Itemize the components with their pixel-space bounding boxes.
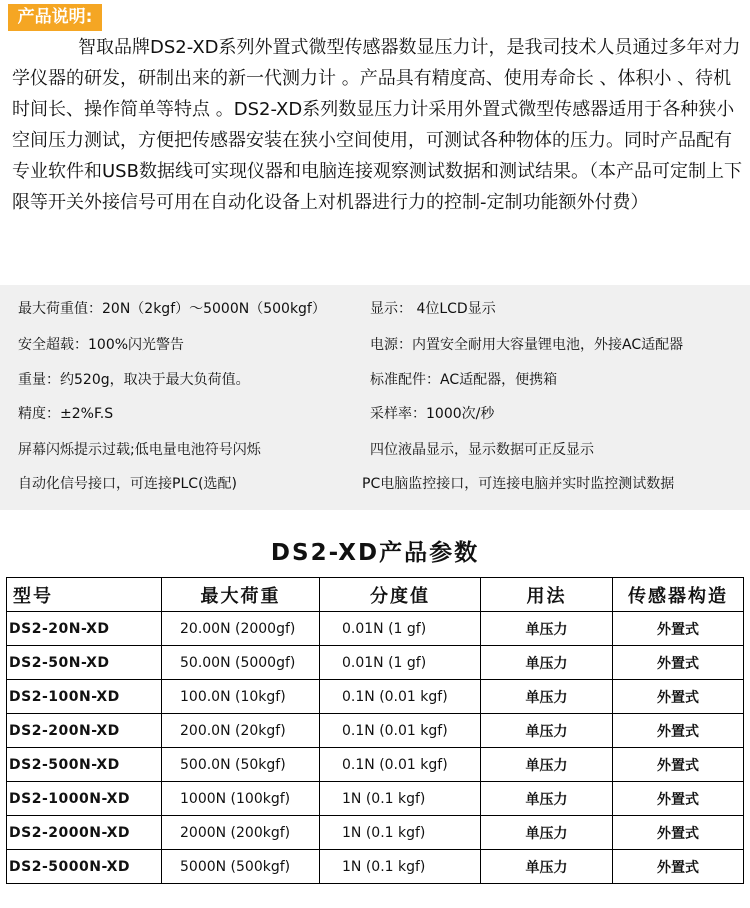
spec-pc-interface: PC电脑监控接口，可连接电脑并实时监控测试数据 [362, 476, 675, 492]
cell-sensor-type: 外置式 [613, 646, 744, 680]
cell-sensor-type: 外置式 [613, 850, 744, 884]
cell-resolution: 0.01N (1 gf) [320, 612, 481, 646]
cell-usage: 单压力 [481, 782, 613, 816]
cell-resolution: 1N (0.1 kgf) [320, 782, 481, 816]
cell-max-load: 5000N (500kgf) [162, 850, 320, 884]
cell-resolution: 0.1N (0.01 kgf) [320, 680, 481, 714]
cell-sensor-type: 外置式 [613, 680, 744, 714]
cell-model: DS2-2000N-XD [7, 816, 162, 850]
spec-panel [0, 285, 750, 510]
cell-usage: 单压力 [481, 612, 613, 646]
spec-accessories: 标准配件：AC适配器，便携箱 [370, 372, 558, 388]
spec-weight: 重量：约520g，取决于最大负荷值。 [18, 372, 250, 388]
cell-max-load: 1000N (100kgf) [162, 782, 320, 816]
header-sensor-type: 传感器构造 [613, 578, 744, 612]
table-row [7, 646, 744, 680]
cell-resolution: 0.1N (0.01 kgf) [320, 748, 481, 782]
cell-resolution: 0.01N (1 gf) [320, 646, 481, 680]
cell-usage: 单压力 [481, 680, 613, 714]
header-max-load: 最大荷重 [162, 578, 320, 612]
cell-model: DS2-50N-XD [7, 646, 162, 680]
cell-model: DS2-1000N-XD [7, 782, 162, 816]
cell-sensor-type: 外置式 [613, 714, 744, 748]
cell-usage: 单压力 [481, 748, 613, 782]
spec-power: 电源：内置安全耐用大容量锂电池，外接AC适配器 [370, 337, 684, 353]
spec-sampling-rate: 采样率：1000次/秒 [370, 406, 495, 422]
cell-sensor-type: 外置式 [613, 612, 744, 646]
table-row [7, 612, 744, 646]
cell-model: DS2-20N-XD [7, 612, 162, 646]
cell-max-load: 50.00N (5000gf) [162, 646, 320, 680]
cell-model: DS2-100N-XD [7, 680, 162, 714]
header-usage: 用法 [481, 578, 613, 612]
spec-display: 显示： 4位LCD显示 [370, 301, 496, 317]
cell-sensor-type: 外置式 [613, 782, 744, 816]
cell-max-load: 100.0N (10kgf) [162, 680, 320, 714]
spec-overload: 安全超载：100%闪光警告 [18, 337, 185, 353]
cell-max-load: 200.0N (20kgf) [162, 714, 320, 748]
cell-sensor-type: 外置式 [613, 816, 744, 850]
cell-resolution: 1N (0.1 kgf) [320, 850, 481, 884]
cell-resolution: 1N (0.1 kgf) [320, 816, 481, 850]
params-title: DS2-XD产品参数 [270, 540, 480, 566]
header-resolution: 分度值 [320, 578, 481, 612]
cell-usage: 单压力 [481, 714, 613, 748]
table-row [7, 680, 744, 714]
cell-sensor-type: 外置式 [613, 748, 744, 782]
table-header-row [7, 578, 744, 612]
cell-model: DS2-200N-XD [7, 714, 162, 748]
cell-usage: 单压力 [481, 850, 613, 884]
spec-automation-interface: 自动化信号接口，可连接PLC(选配) [18, 476, 237, 492]
table-row [7, 714, 744, 748]
spec-lcd: 四位液晶显示，显示数据可正反显示 [370, 442, 594, 458]
spec-accuracy: 精度：±2%F.S [18, 406, 114, 422]
spec-max-load: 最大荷重值：20N（2kgf）～5000N（500kgf） [18, 301, 326, 317]
cell-model: DS2-5000N-XD [7, 850, 162, 884]
params-table [6, 577, 744, 884]
cell-resolution: 0.1N (0.01 kgf) [320, 714, 481, 748]
cell-usage: 单压力 [481, 646, 613, 680]
cell-max-load: 2000N (200kgf) [162, 816, 320, 850]
cell-model: DS2-500N-XD [7, 748, 162, 782]
table-row [7, 816, 744, 850]
cell-max-load: 500.0N (50kgf) [162, 748, 320, 782]
header-model: 型号 [7, 578, 162, 612]
product-description-text: 智取品牌DS2-XD系列外置式微型传感器数显压力计，是我司技术人员通过多年对力学仪器的研发，研制出来的新一代测力计 。产品具有精度高、使用寿命长 、体积小 、待机时间长、操作简单等特点 。DS2-XD系列数显压力计采用外置式微型传感器适用于各种狭小空间压力测试，方便把传感器安装在狭小空间使用，可测试各种物体的压力。同时产品配有专业软件和USB数据线可实现仪器和电脑连接观察测试数据和测试结果。（本产品可定制上下限等开关外接信号可用在自动化设备上对机器进行力的控制-定制功能额外付费） [12, 37, 742, 213]
spec-overload-indicator: 屏幕闪烁提示过载;低电量电池符号闪烁 [18, 442, 261, 458]
table-row [7, 782, 744, 816]
table-row [7, 850, 744, 884]
table-row [7, 748, 744, 782]
cell-usage: 单压力 [481, 816, 613, 850]
product-description-label: 产品说明: [8, 4, 102, 31]
cell-max-load: 20.00N (2000gf) [162, 612, 320, 646]
